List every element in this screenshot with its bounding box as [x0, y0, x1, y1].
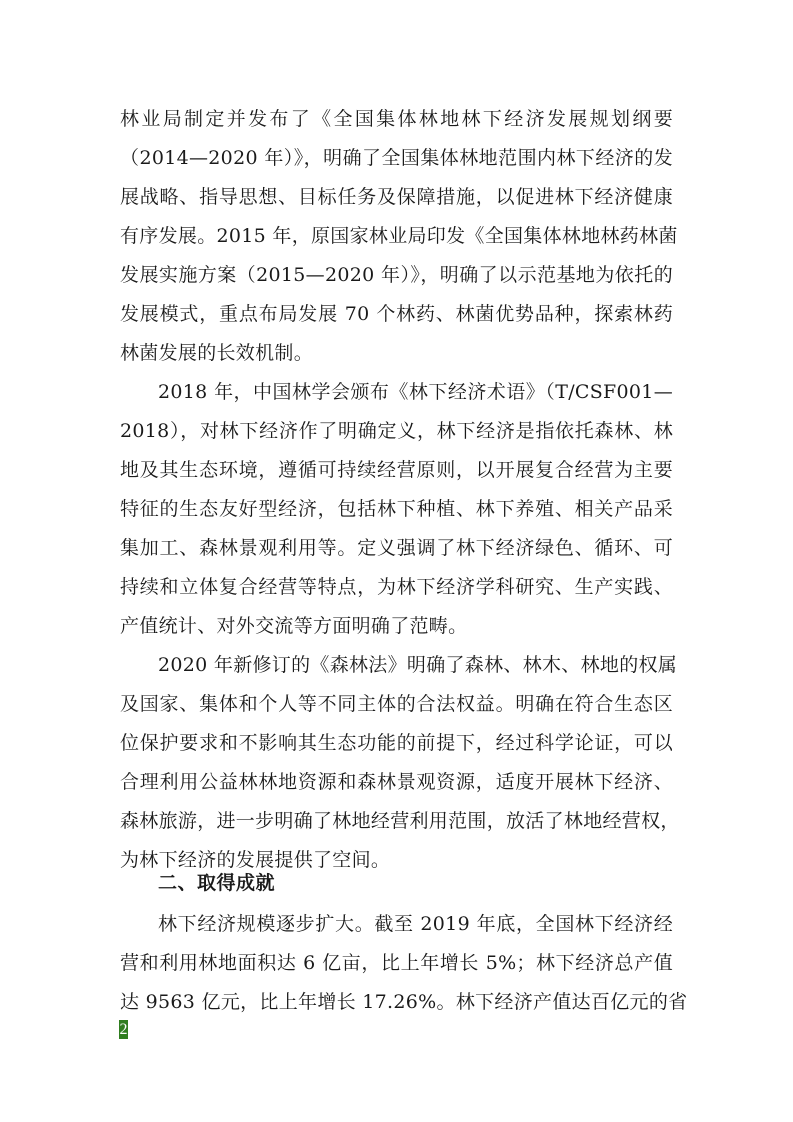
- paragraph-2-line-3: 地及其生态环境，遵循可持续经营原则，以开展复合经营为主要: [120, 459, 673, 481]
- paragraph-2-line-4: 特征的生态友好型经济，包括林下种植、林下养殖、相关产品采: [120, 498, 673, 520]
- paragraph-2-line-1: 2018 年，中国林学会颁布《林下经济术语》（T/CSF001—: [158, 381, 673, 403]
- paragraph-3-line-1: 2020 年新修订的《森林法》明确了森林、林木、林地的权属: [158, 654, 678, 676]
- paragraph-3-line-2: 及国家、集体和个人等不同主体的合法权益。明确在符合生态区: [120, 693, 673, 715]
- paragraph-2-line-2: 2018），对林下经济作了明确定义，林下经济是指依托森林、林: [120, 420, 673, 442]
- paragraph-1-line-2: （2014—2020 年）》，明确了全国集体林地范围内林下经济的发: [120, 147, 673, 169]
- paragraph-4-line-2: 营和利用林地面积达 6 亿亩，比上年增长 5%；林下经济总产值: [120, 952, 673, 974]
- paragraph-1-line-4: 有序发展。2015 年，原国家林业局印发《全国集体林地林药林菌: [120, 225, 678, 247]
- section-heading: 二、取得成就: [158, 872, 276, 894]
- paragraph-1-line-5: 发展实施方案（2015—2020 年）》，明确了以示范基地为依托的: [120, 264, 673, 286]
- paragraph-3-line-4: 合理利用公益林林地资源和森林景观资源，适度开展林下经济、: [120, 771, 673, 793]
- paragraph-2-line-6: 持续和立体复合经营等特点，为林下经济学科研究、生产实践、: [120, 576, 673, 598]
- paragraph-3-line-5: 森林旅游，进一步明确了林地经营利用范围，放活了林地经营权，: [120, 810, 680, 832]
- paragraph-2-line-5: 集加工、森林景观利用等。定义强调了林下经济绿色、循环、可: [120, 537, 673, 559]
- paragraph-1-line-7: 林菌发展的长效机制。: [120, 342, 314, 364]
- paragraph-4-line-3: 达 9563 亿元，比上年增长 17.26%。林下经济产值达百亿元的省: [120, 991, 688, 1013]
- paragraph-4-line-1: 林下经济规模逐步扩大。截至 2019 年底，全国林下经济经: [158, 913, 673, 935]
- paragraph-3-line-3: 位保护要求和不影响其生态功能的前提下，经过科学论证，可以: [120, 732, 673, 754]
- paragraph-3-line-6: 为林下经济的发展提供了空间。: [120, 849, 391, 871]
- page-number: 2: [119, 1021, 128, 1038]
- paragraph-1-line-1: 林业局制定并发布了《全国集体林地林下经济发展规划纲要: [120, 108, 673, 130]
- paragraph-2-line-7: 产值统计、对外交流等方面明确了范畴。: [120, 615, 468, 637]
- paragraph-1-line-6: 发展模式，重点布局发展 70 个林药、林菌优势品种，探索林药: [120, 303, 673, 325]
- paragraph-1-line-3: 展战略、指导思想、目标任务及保障措施，以促进林下经济健康: [120, 186, 673, 208]
